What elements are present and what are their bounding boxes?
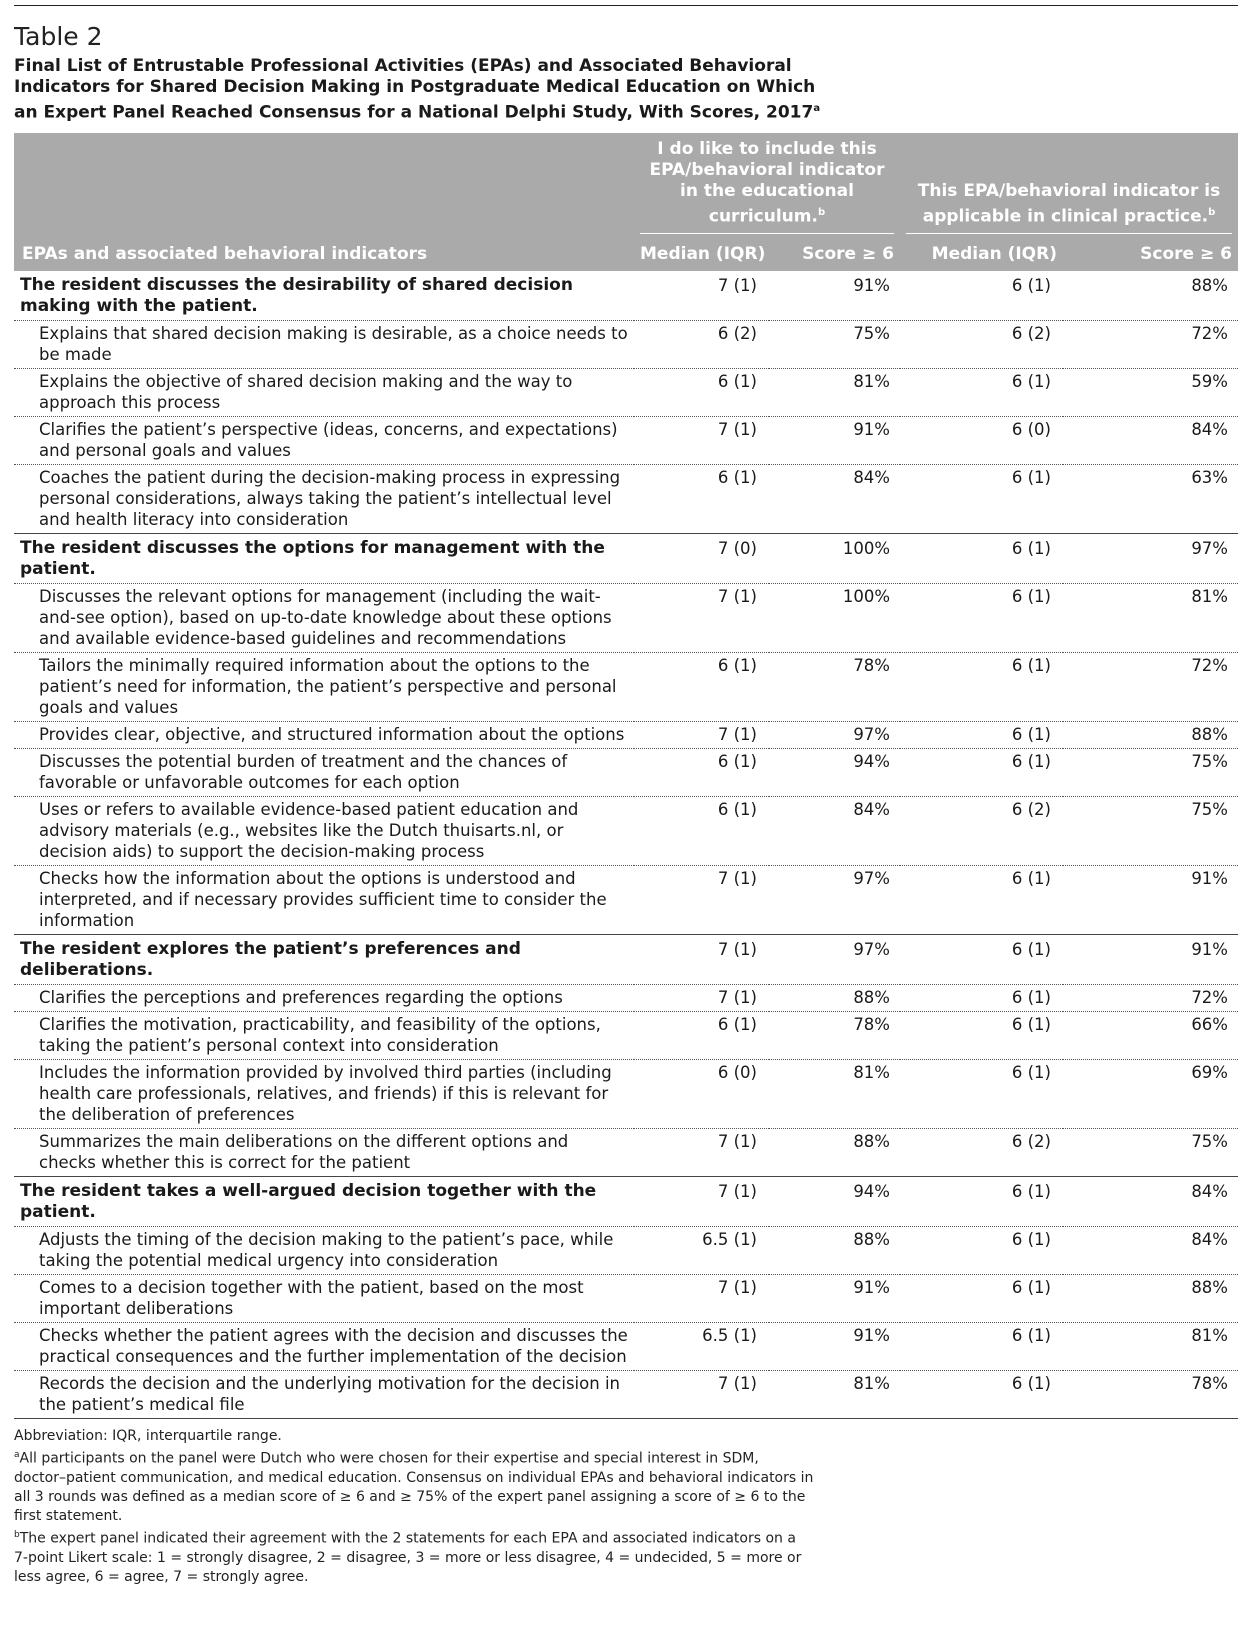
score-practice-cell: 75% bbox=[1063, 797, 1238, 866]
epa-row bbox=[14, 271, 1238, 321]
epa-text: The resident takes a well-argued decision together with the patient. bbox=[14, 1177, 634, 1227]
median-curriculum-cell: 7 (1) bbox=[634, 1177, 769, 1227]
header-column-row bbox=[14, 238, 1238, 271]
indicator-row bbox=[14, 653, 1238, 722]
header-group-row bbox=[14, 133, 1238, 239]
indicator-text: Coaches the patient during the decision-making process in expressing personal considerations, always taking the patient’s intellectual level and health literacy into consideration bbox=[14, 465, 634, 534]
column-header-median-curriculum: Median (IQR) bbox=[634, 238, 769, 271]
median-practice-cell: 6 (1) bbox=[900, 722, 1063, 749]
indicator-text: Comes to a decision together with the patient, based on the most important deliberations bbox=[14, 1275, 634, 1323]
indicator-text: Provides clear, objective, and structured information about the options bbox=[14, 722, 634, 749]
median-practice-cell: 6 (1) bbox=[1011, 276, 1051, 296]
median-practice-cell: 6 (1) bbox=[900, 465, 1063, 534]
indicator-text: Uses or refers to available evidence-based patient education and advisory materials (e.g., websites like the Dutch thuisarts.nl, or decision aids) to support the decision-making process bbox=[14, 797, 634, 866]
table-body bbox=[14, 271, 1238, 1419]
score-curriculum-cell: 94% bbox=[769, 1177, 900, 1227]
median-curriculum-cell: 7 (1) bbox=[634, 935, 769, 985]
table-label: Table 2 bbox=[14, 22, 103, 51]
median-curriculum-cell: 6 (1) bbox=[634, 465, 769, 534]
indicator-row bbox=[14, 866, 1238, 935]
indicator-text: Explains that shared decision making is desirable, as a choice needs to be made bbox=[14, 321, 634, 369]
footnote-a-mark: a bbox=[14, 1450, 20, 1461]
score-practice-cell: 84% bbox=[1063, 417, 1238, 465]
indicator-text: Discusses the relevant options for management (including the wait-and-see option), based on up-to-date knowledge about these options and available evidence-based guidelines and recommendations bbox=[14, 584, 634, 653]
score-curriculum-cell: 81% bbox=[769, 1371, 900, 1419]
indicator-text: Checks how the information about the options is understood and interpreted, and if necessary provides sufficient time to consider the information bbox=[14, 866, 634, 935]
score-curriculum-cell: 78% bbox=[769, 653, 900, 722]
median-practice-cell: 6 (1) bbox=[900, 369, 1063, 417]
median-curriculum-cell: 7 (1) bbox=[634, 722, 769, 749]
footnote-abbreviation: Abbreviation: IQR, interquartile range. bbox=[14, 1428, 282, 1445]
indicator-text: Clarifies the patient’s perspective (ideas, concerns, and expectations) and personal goals and values bbox=[14, 417, 634, 465]
indicator-row bbox=[14, 1227, 1238, 1275]
footnote-b-text: The expert panel indicated their agreement with the 2 statements for each EPA and associated indicators on a 7-point Likert scale: 1 = strongly disagree, 2 = disagree, 3 = more or less disagree, 4 = undecided, 5 = more or less agree, 6 = agree, 7 = strongly agree. bbox=[14, 1530, 802, 1585]
indicator-text: Adjusts the timing of the decision making to the patient’s pace, while taking the potential medical urgency into consideration bbox=[14, 1227, 634, 1275]
indicator-row bbox=[14, 722, 1238, 749]
median-practice-cell: 6 (1) bbox=[900, 1012, 1063, 1060]
top-rule bbox=[14, 5, 1238, 6]
median-practice-cell: 6 (2) bbox=[900, 321, 1063, 369]
header-group-practice bbox=[900, 133, 1238, 239]
median-curriculum-cell: 6 (1) bbox=[634, 369, 769, 417]
indicator-text: Includes the information provided by involved third parties (including health care professionals, relatives, and friends) if this is relevant for the deliberation of preferences bbox=[14, 1060, 634, 1129]
score-curriculum-cell: 88% bbox=[769, 1227, 900, 1275]
table-title bbox=[14, 56, 824, 124]
score-curriculum-cell: 81% bbox=[769, 369, 900, 417]
column-header-score-curriculum: Score ≥ 6 bbox=[769, 238, 900, 271]
median-curriculum-cell: 7 (1) bbox=[634, 417, 769, 465]
median-practice-cell: 6 (1) bbox=[900, 534, 1063, 584]
score-practice-cell: 78% bbox=[1063, 1371, 1238, 1419]
indicator-text: Discusses the potential burden of treatment and the chances of favorable or unfavorable outcomes for each option bbox=[14, 749, 634, 797]
indicator-text: Clarifies the perceptions and preferences regarding the options bbox=[14, 985, 634, 1012]
epa-text: The resident discusses the options for management with the patient. bbox=[14, 534, 634, 584]
median-curriculum-cell: 7 (1) bbox=[634, 1129, 769, 1177]
footnote-a bbox=[14, 1446, 814, 1526]
score-practice-cell: 84% bbox=[1063, 1227, 1238, 1275]
score-curriculum-cell: 81% bbox=[769, 1060, 900, 1129]
indicator-row bbox=[14, 985, 1238, 1012]
score-practice-cell: 91% bbox=[1063, 866, 1238, 935]
indicator-row bbox=[14, 1129, 1238, 1177]
score-practice-cell: 72% bbox=[1063, 653, 1238, 722]
score-curriculum-cell: 91% bbox=[769, 1275, 900, 1323]
median-practice-cell: 6 (1) bbox=[900, 1371, 1063, 1419]
footnotes bbox=[14, 1427, 814, 1586]
score-curriculum-cell: 91% bbox=[853, 276, 890, 296]
score-curriculum-cell: 75% bbox=[769, 321, 900, 369]
column-header-epa: EPAs and associated behavioral indicators bbox=[14, 238, 634, 271]
score-curriculum-cell: 84% bbox=[769, 797, 900, 866]
median-practice-cell: 6 (1) bbox=[900, 985, 1063, 1012]
indicator-row bbox=[14, 797, 1238, 866]
indicator-row bbox=[14, 584, 1238, 653]
indicator-row bbox=[14, 1012, 1238, 1060]
header-blank bbox=[14, 133, 634, 239]
median-practice-cell: 6 (1) bbox=[900, 584, 1063, 653]
column-header-score-practice: Score ≥ 6 bbox=[1063, 238, 1238, 271]
score-practice-cell: 75% bbox=[1063, 1129, 1238, 1177]
title-footnote-mark: a bbox=[813, 103, 821, 114]
score-practice-cell: 88% bbox=[1063, 722, 1238, 749]
score-practice-cell: 88% bbox=[1063, 1275, 1238, 1323]
median-curriculum-cell: 7 (1) bbox=[634, 985, 769, 1012]
indicator-row bbox=[14, 369, 1238, 417]
header-group-practice-text: This EPA/behavioral indicator is applicable in clinical practice. bbox=[917, 180, 1221, 227]
score-curriculum-cell: 78% bbox=[769, 1012, 900, 1060]
median-curriculum-cell: 6.5 (1) bbox=[634, 1323, 769, 1371]
score-curriculum-cell: 91% bbox=[769, 417, 900, 465]
median-curriculum-cell: 7 (1) bbox=[634, 1371, 769, 1419]
median-curriculum-cell: 6.5 (1) bbox=[634, 1227, 769, 1275]
median-practice-cell: 6 (2) bbox=[900, 1129, 1063, 1177]
median-practice-cell: 6 (1) bbox=[900, 1275, 1063, 1323]
epa-row bbox=[14, 1177, 1238, 1227]
indicator-row bbox=[14, 465, 1238, 534]
indicator-row bbox=[14, 1323, 1238, 1371]
indicator-row bbox=[14, 321, 1238, 369]
footnote-b-mark: b bbox=[14, 1529, 20, 1540]
score-curriculum-cell: 94% bbox=[769, 749, 900, 797]
epa-table bbox=[14, 133, 1238, 1420]
median-practice-cell: 6 (1) bbox=[900, 653, 1063, 722]
score-practice-cell: 88% bbox=[1191, 276, 1228, 296]
median-curriculum-cell: 6 (1) bbox=[634, 653, 769, 722]
header-group-practice-mark: b bbox=[1208, 206, 1216, 218]
indicator-text: Checks whether the patient agrees with the decision and discusses the practical consequences and the further implementation of the decision bbox=[14, 1323, 634, 1371]
score-curriculum-cell: 97% bbox=[769, 935, 900, 985]
score-practice-cell: 59% bbox=[1063, 369, 1238, 417]
header-group-curriculum bbox=[634, 133, 900, 239]
score-practice-cell: 63% bbox=[1063, 465, 1238, 534]
indicator-row bbox=[14, 1371, 1238, 1419]
column-header-median-practice: Median (IQR) bbox=[900, 238, 1063, 271]
score-curriculum-cell: 100% bbox=[769, 534, 900, 584]
median-curriculum-cell: 6 (0) bbox=[634, 1060, 769, 1129]
indicator-text: Records the decision and the underlying motivation for the decision in the patient’s medical file bbox=[14, 1371, 634, 1419]
median-practice-cell: 6 (1) bbox=[900, 935, 1063, 985]
median-curriculum-cell: 6 (1) bbox=[634, 797, 769, 866]
score-practice-cell: 81% bbox=[1063, 584, 1238, 653]
footnote-b bbox=[14, 1526, 814, 1587]
median-practice-cell: 6 (1) bbox=[900, 749, 1063, 797]
epa-row bbox=[14, 534, 1238, 584]
median-curriculum-cell: 6 (1) bbox=[634, 1012, 769, 1060]
score-practice-cell: 75% bbox=[1063, 749, 1238, 797]
score-curriculum-cell: 84% bbox=[769, 465, 900, 534]
indicator-row bbox=[14, 417, 1238, 465]
score-practice-cell: 72% bbox=[1063, 321, 1238, 369]
indicator-row bbox=[14, 1275, 1238, 1323]
score-curriculum-cell: 97% bbox=[769, 866, 900, 935]
score-practice-cell: 81% bbox=[1063, 1323, 1238, 1371]
median-practice-cell: 6 (1) bbox=[900, 1177, 1063, 1227]
median-practice-cell: 6 (2) bbox=[900, 797, 1063, 866]
epa-row bbox=[14, 935, 1238, 985]
indicator-text: Explains the objective of shared decision making and the way to approach this process bbox=[14, 369, 634, 417]
score-curriculum-cell: 88% bbox=[769, 985, 900, 1012]
median-practice-cell: 6 (1) bbox=[900, 866, 1063, 935]
indicator-text: Clarifies the motivation, practicability, and feasibility of the options, taking the patient’s personal context into consideration bbox=[14, 1012, 634, 1060]
epa-text: The resident explores the patient’s preferences and deliberations. bbox=[14, 935, 634, 985]
indicator-text: Tailors the minimally required information about the options to the patient’s need for information, the patient’s perspective and personal goals and values bbox=[14, 653, 634, 722]
median-curriculum-cell: 7 (1) bbox=[634, 866, 769, 935]
score-practice-cell: 97% bbox=[1063, 534, 1238, 584]
footnote-a-text: All participants on the panel were Dutch who were chosen for their expertise and special interest in SDM, doctor–patient communication, and medical education. Consensus on individual EPAs and behavioral indicators in all 3 rounds was defined as a median score of ≥ 6 and ≥ 75% of the expert panel assigning a score of ≥ 6 to the first statement. bbox=[14, 1450, 814, 1524]
score-practice-cell: 84% bbox=[1063, 1177, 1238, 1227]
score-curriculum-cell: 91% bbox=[769, 1323, 900, 1371]
score-practice-cell: 91% bbox=[1063, 935, 1238, 985]
document-page bbox=[14, 0, 1232, 1587]
table-title-text: Final List of Entrustable Professional Activities (EPAs) and Associated Behavioral Indicators for Shared Decision Making in Postgraduate Medical Education on Which an Expert Panel Reached Consensus for a National Delphi Study, With Scores, 2017 bbox=[14, 56, 816, 123]
score-practice-cell: 72% bbox=[1063, 985, 1238, 1012]
header-group-curriculum-text: I do like to include this EPA/behavioral indicator in the educational curriculum. bbox=[649, 138, 885, 227]
score-practice-cell: 66% bbox=[1063, 1012, 1238, 1060]
median-curriculum-cell: 7 (1) bbox=[717, 276, 757, 296]
epa-text: The resident discusses the desirability of shared decision making with the patient. bbox=[20, 275, 573, 317]
median-practice-cell: 6 (0) bbox=[900, 417, 1063, 465]
median-curriculum-cell: 7 (1) bbox=[634, 1275, 769, 1323]
median-curriculum-cell: 6 (2) bbox=[634, 321, 769, 369]
indicator-row bbox=[14, 1060, 1238, 1129]
score-curriculum-cell: 97% bbox=[769, 722, 900, 749]
header-group-curriculum-mark: b bbox=[817, 206, 826, 218]
score-curriculum-cell: 88% bbox=[769, 1129, 900, 1177]
median-practice-cell: 6 (1) bbox=[900, 1227, 1063, 1275]
score-practice-cell: 69% bbox=[1063, 1060, 1238, 1129]
median-curriculum-cell: 7 (1) bbox=[634, 584, 769, 653]
median-practice-cell: 6 (1) bbox=[900, 1060, 1063, 1129]
median-curriculum-cell: 6 (1) bbox=[634, 749, 769, 797]
median-curriculum-cell: 7 (0) bbox=[634, 534, 769, 584]
indicator-text: Summarizes the main deliberations on the different options and checks whether this is correct for the patient bbox=[14, 1129, 634, 1177]
score-curriculum-cell: 100% bbox=[769, 584, 900, 653]
median-practice-cell: 6 (1) bbox=[900, 1323, 1063, 1371]
indicator-row bbox=[14, 749, 1238, 797]
